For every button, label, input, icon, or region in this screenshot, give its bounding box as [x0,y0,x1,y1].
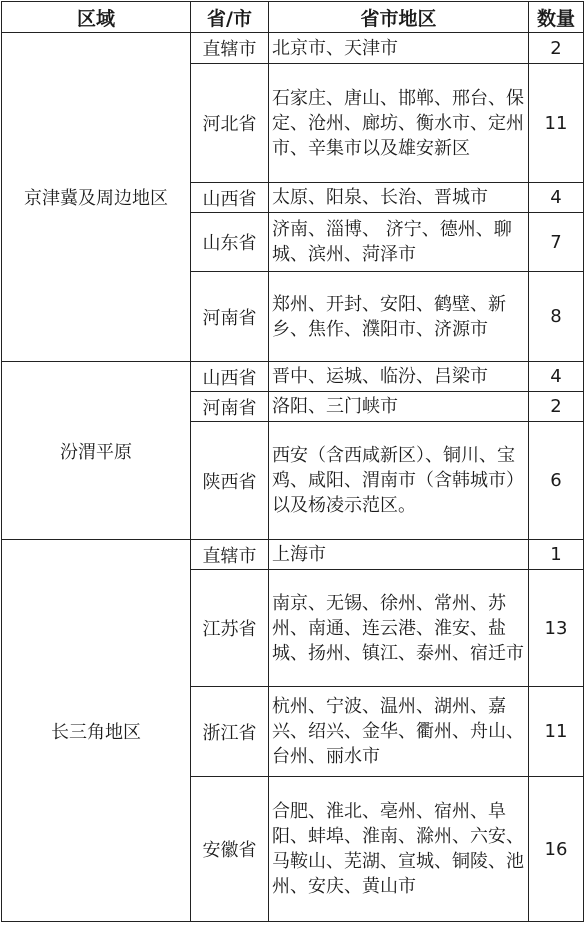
header-cities: 省市地区 [269,2,529,33]
cities-cell: 郑州、开封、安阳、鹤壁、新乡、焦作、濮阳市、济源市 [269,272,529,362]
city-table [1,1,584,922]
province-cell: 陕西省 [191,422,269,540]
cities-cell: 杭州、宁波、温州、湖州、嘉兴、绍兴、金华、衢州、舟山、台州、丽水市 [269,687,529,777]
cities-cell: 上海市 [269,540,529,570]
region-cell: 京津冀及周边地区 [2,33,191,362]
header-region: 区域 [2,2,191,33]
count-cell: 1 [529,540,584,570]
count-cell: 2 [529,392,584,422]
count-cell: 8 [529,272,584,362]
province-cell: 山东省 [191,213,269,272]
province-cell: 山西省 [191,362,269,392]
province-cell: 浙江省 [191,687,269,777]
count-cell: 4 [529,362,584,392]
count-cell: 6 [529,422,584,540]
count-cell: 11 [529,687,584,777]
province-cell: 河北省 [191,64,269,183]
region-cell: 长三角地区 [2,540,191,922]
count-cell: 4 [529,183,584,213]
province-cell: 河南省 [191,392,269,422]
count-cell: 2 [529,33,584,64]
table-row [2,362,584,392]
header-count: 数量 [529,2,584,33]
cities-cell: 西安（含西咸新区）、铜川、宝鸡、咸阳、渭南市（含韩城市）以及杨凌示范区。 [269,422,529,540]
province-cell: 山西省 [191,183,269,213]
table-row [2,540,584,570]
region-cell: 汾渭平原 [2,362,191,540]
province-cell: 直辖市 [191,540,269,570]
cities-cell: 南京、无锡、徐州、常州、苏州、南通、连云港、淮安、盐城、扬州、镇江、泰州、宿迁市 [269,570,529,687]
cities-cell: 合肥、淮北、亳州、宿州、阜阳、蚌埠、淮南、滁州、六安、马鞍山、芜湖、宣城、铜陵、池州、安庆、黄山市 [269,777,529,922]
count-cell: 11 [529,64,584,183]
cities-cell: 石家庄、唐山、邯郸、邢台、保定、沧州、廊坊、衡水市、定州市、辛集市以及雄安新区 [269,64,529,183]
province-cell: 江苏省 [191,570,269,687]
cities-cell: 晋中、运城、临汾、吕梁市 [269,362,529,392]
count-cell: 16 [529,777,584,922]
province-cell: 安徽省 [191,777,269,922]
header-row [2,2,584,33]
province-cell: 直辖市 [191,33,269,64]
province-cell: 河南省 [191,272,269,362]
table-row [2,33,584,64]
count-cell: 7 [529,213,584,272]
header-province: 省/市 [191,2,269,33]
cities-cell: 洛阳、三门峡市 [269,392,529,422]
cities-cell: 太原、阳泉、长治、晋城市 [269,183,529,213]
cities-cell: 济南、淄博、 济宁、德州、聊城、滨州、菏泽市 [269,213,529,272]
count-cell: 13 [529,570,584,687]
cities-cell: 北京市、天津市 [269,33,529,64]
